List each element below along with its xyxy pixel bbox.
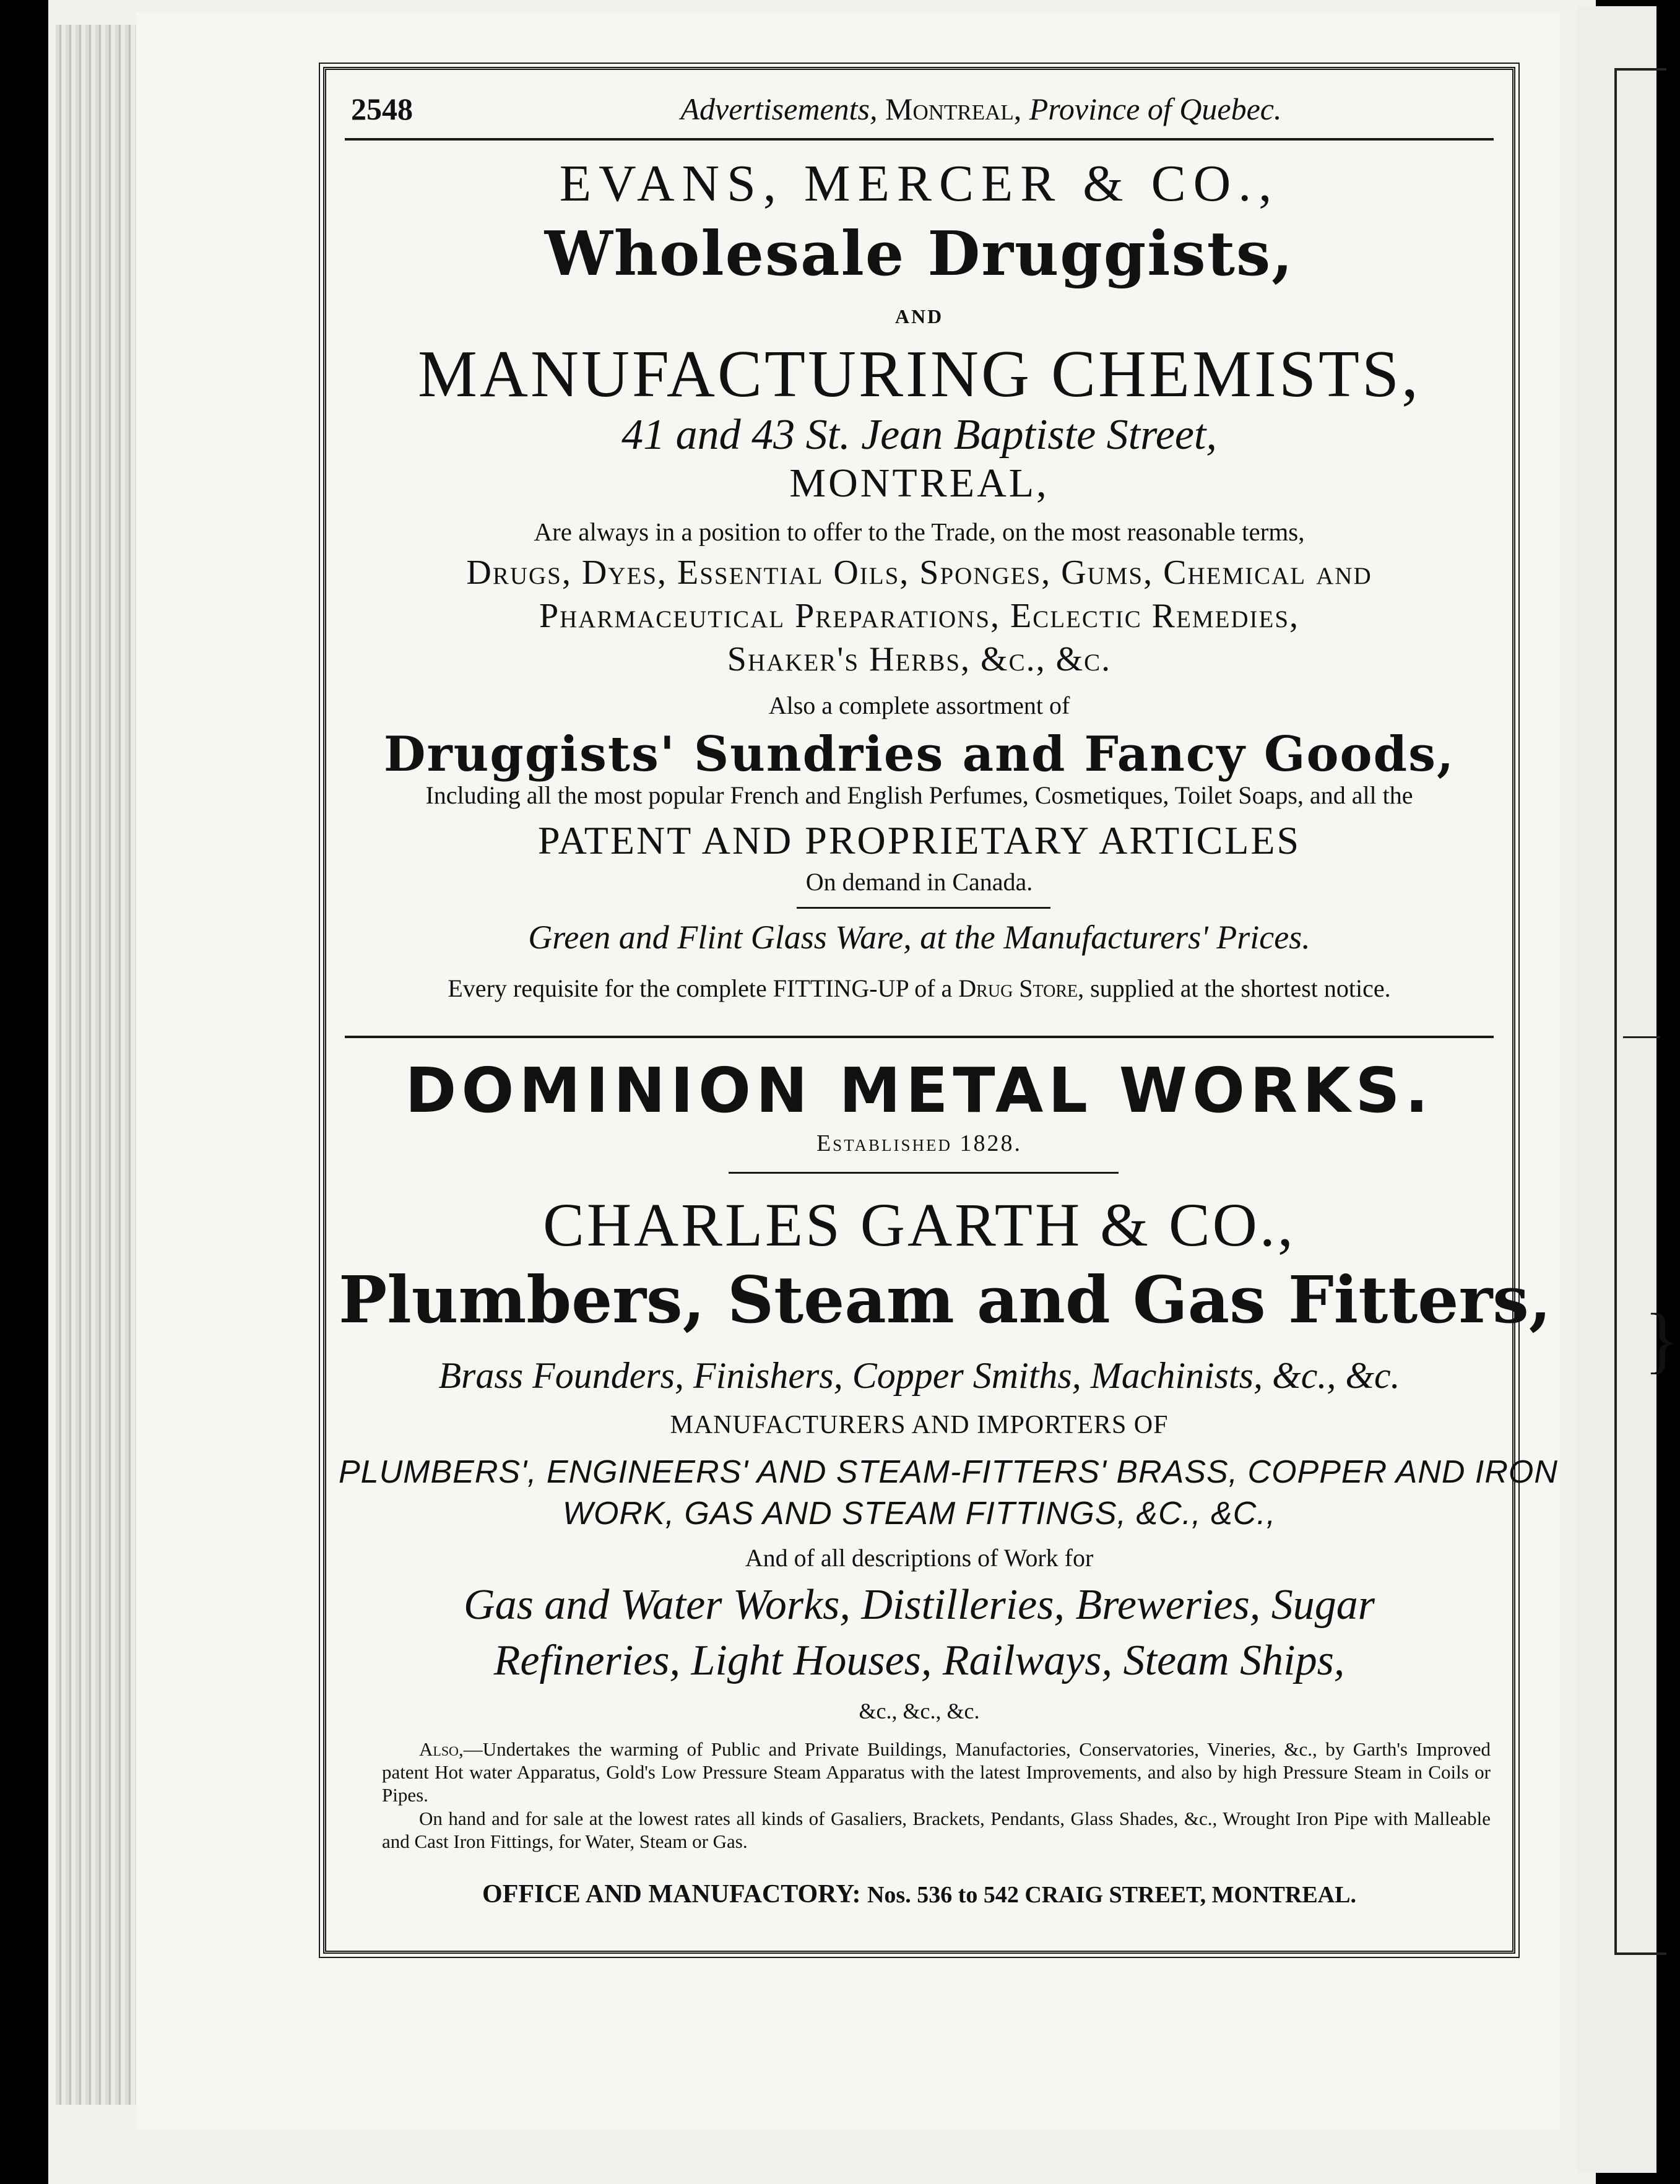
evans-address: 41 and 43 St. Jean Baptiste Street, [621, 411, 1217, 459]
evans-products-line2: Pharmaceutical Preparations, Eclectic Remedies, [539, 597, 1300, 635]
garth-manufacturers: MANUFACTURERS AND IMPORTERS OF [670, 1411, 1169, 1439]
title-prefix: Advertisements, [680, 92, 878, 126]
garth-goods-line2: WORK, GAS AND STEAM FITTINGS, &C., &C., [562, 1496, 1276, 1532]
garth-onhand-paragraph: On hand and for sale at the lowest rates all kinds of Gasaliers, Brackets, Pendants, Glass Shades, &c., Wrought Iron Pipe with Malleable and Cast Iron Fittings, for Water, Steam or Gas. [382, 1808, 1491, 1852]
evans-sundries: Druggists' Sundries and Fancy Goods, [383, 726, 1455, 782]
every-suffix: supplied at the shortest notice. [1090, 974, 1391, 1002]
garth-company-name: CHARLES GARTH & CO., [543, 1190, 1296, 1259]
book-spine-edge [56, 25, 136, 2105]
page-number: 2548 [351, 92, 413, 126]
garth-also-paragraph [382, 1738, 1491, 1806]
garth-works-line1: Gas and Water Works, Distilleries, Breweries, Sugar [464, 1581, 1375, 1629]
garth-office [339, 1879, 1500, 1909]
running-title [475, 91, 1487, 127]
also-text: —Undertakes the warming of Public and Private Buildings, Manufactories, Conservatories, Vineries, &c., by Garth's Improved patent Hot water Apparatus, Gold's Low Pressure Steam Apparatus with the latest Improvements, and also by high Pressure Steam in Coils or Pipes. [382, 1738, 1491, 1806]
adjacent-ornament: } [1644, 1298, 1680, 1380]
garth-goods-line1: PLUMBERS', ENGINEERS' AND STEAM-FITTERS' BRASS, COPPER AND IRON [339, 1454, 1558, 1490]
adjacent-page-frame [1614, 68, 1680, 1955]
evans-on-demand: On demand in Canada. [805, 868, 1033, 896]
advertisement-frame [323, 67, 1558, 1954]
evans-patent: PATENT AND PROPRIETARY ARTICLES [537, 818, 1301, 862]
running-header [351, 87, 1487, 131]
evans-glass: Green and Flint Glass Ware, at the Manufacturers' Prices. [528, 919, 1310, 956]
every-store: Drug Store, [958, 974, 1085, 1002]
every-prefix: Every requisite for the complete FITTING-UP of a [448, 974, 953, 1002]
evans-every [339, 974, 1500, 1003]
evans-and: AND [894, 305, 944, 327]
evans-company-name: EVANS, MERCER & CO., [559, 155, 1279, 212]
evans-trade: Wholesale Druggists, [544, 219, 1294, 290]
section-divider-rule [345, 1036, 1494, 1038]
office-label: OFFICE AND MANUFACTORY: [482, 1880, 861, 1909]
garth-all-work: And of all descriptions of Work for [745, 1544, 1094, 1572]
office-address: Nos. 536 to 542 CRAIG STREET, MONTREAL. [867, 1882, 1356, 1908]
garth-trades-list: Brass Founders, Finishers, Copper Smiths, Machinists, &c., &c. [438, 1355, 1400, 1396]
evans-also: Also a complete assortment of [768, 691, 1070, 719]
evans-city: MONTREAL, [789, 461, 1049, 506]
also-label: Also, [419, 1738, 464, 1760]
evans-intro: Are always in a position to offer to the Trade, on the most reasonable terms, [534, 518, 1305, 546]
header-rule [345, 138, 1494, 141]
garth-trade: Plumbers, Steam and Gas Fitters, [339, 1262, 1551, 1338]
evans-products-line1: Drugs, Dyes, Essential Oils, Sponges, Gums, Chemical and [466, 553, 1372, 592]
evans-short-rule [797, 907, 1050, 909]
established-year: Established 1828. [816, 1130, 1023, 1156]
title-suffix: Province of Quebec. [1029, 92, 1282, 126]
evans-products-line3: Shaker's Herbs, &c., &c. [727, 640, 1112, 678]
garth-etc: &c., &c., &c. [859, 1699, 980, 1723]
adjacent-rule [1623, 1036, 1660, 1038]
dominion-metal-works: DOMINION METAL WORKS. [405, 1054, 1434, 1127]
dominion-short-rule [729, 1172, 1119, 1174]
garth-works-line2: Refineries, Light Houses, Railways, Steam Ships, [493, 1637, 1345, 1684]
evans-business: MANUFACTURING CHEMISTS, [417, 337, 1421, 411]
evans-including: Including all the most popular French and English Perfumes, Cosmetiques, Toilet Soaps, and all the [425, 781, 1413, 809]
title-city: Montreal, [885, 92, 1022, 126]
